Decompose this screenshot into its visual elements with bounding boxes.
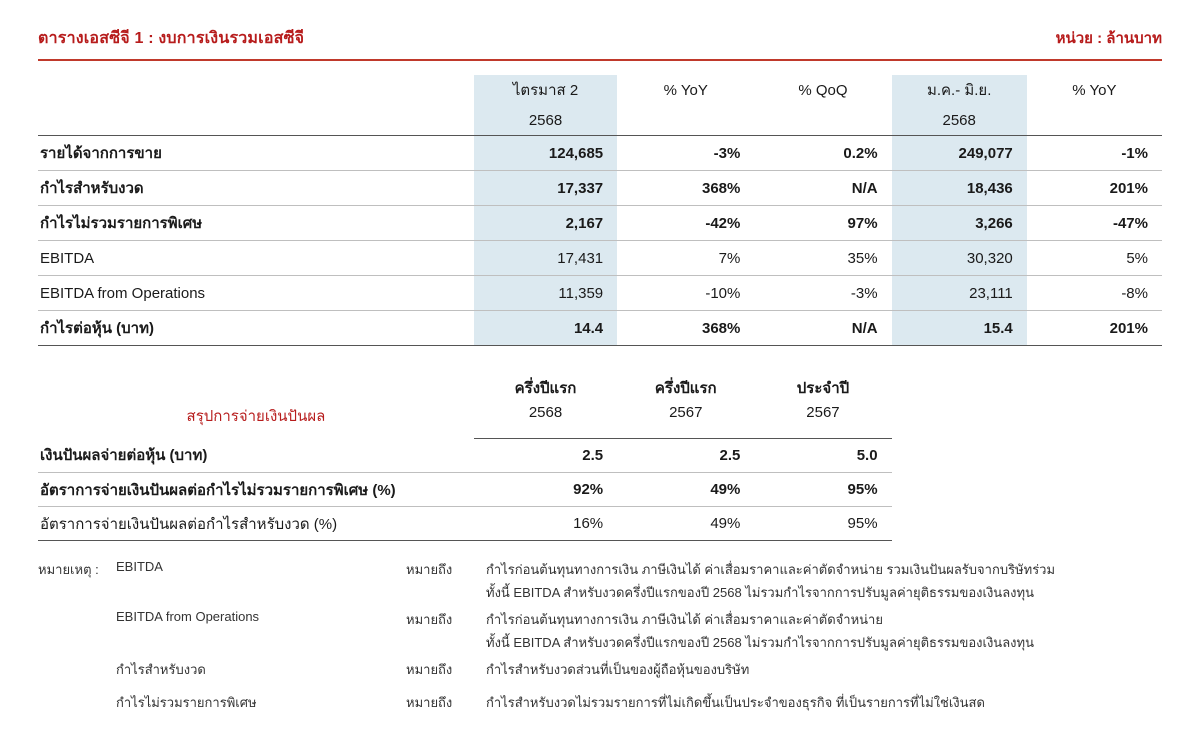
header-blank-year bbox=[38, 105, 474, 135]
note-definition: กำไรก่อนต้นทุนทางการเงิน ภาษีเงินได้ ค่าเสื่อมราคาและค่าตัดจำหน่าย รวมเงินปันผลรับจากบริษัทร่วม bbox=[486, 562, 1056, 577]
dividend-section bbox=[38, 372, 1162, 541]
row-label: อัตราการจ่ายเงินปันผลต่อกำไรไม่รวมรายการพิเศษ (%) bbox=[38, 473, 474, 507]
notes-section bbox=[38, 559, 1162, 713]
header-blank bbox=[38, 75, 474, 105]
cell-yoy-ytd: 5% bbox=[1027, 241, 1162, 276]
header-yoy-quarter-year bbox=[617, 105, 754, 135]
cell-yoy-quarter: -3% bbox=[617, 136, 754, 171]
header-yoy-quarter: % YoY bbox=[663, 81, 708, 99]
cell-qoq: N/A bbox=[754, 311, 891, 346]
notes-lead-label: หมายเหตุ : bbox=[38, 562, 99, 577]
header-yoy-ytd-year bbox=[1027, 105, 1162, 135]
dividend-header-h1-2568-year: 2568 bbox=[474, 402, 617, 439]
dividend-header-h1-2567-year: 2567 bbox=[617, 402, 754, 439]
table-row bbox=[38, 311, 1162, 346]
page-title: ตารางเอสซีจี 1 : งบการเงินรวมเอสซีจี bbox=[38, 30, 305, 47]
note-item bbox=[38, 559, 1162, 580]
cell-qoq: N/A bbox=[754, 171, 891, 206]
note-subtext bbox=[38, 632, 1162, 653]
cell-quarter: 14.4 bbox=[474, 311, 617, 346]
note-definition: กำไรสำหรับงวดส่วนที่เป็นของผู้ถือหุ้นของบริษัท bbox=[486, 662, 750, 677]
cell-ytd: 18,436 bbox=[892, 171, 1027, 206]
note-term: EBITDA from Operations bbox=[116, 609, 260, 624]
header-qoq-year bbox=[754, 105, 891, 135]
row-label: กำไรสำหรับงวด bbox=[38, 171, 474, 206]
cell-h1-2567: 2.5 bbox=[617, 439, 754, 473]
cell-h1-2568: 92% bbox=[474, 473, 617, 507]
row-label: EBITDA from Operations bbox=[38, 276, 474, 311]
dividend-title: สรุปการจ่ายเงินปันผล bbox=[186, 408, 326, 425]
cell-qoq: 0.2% bbox=[754, 136, 891, 171]
table-row bbox=[38, 206, 1162, 241]
table-row bbox=[38, 507, 1162, 541]
header-ytd-year: 2568 bbox=[892, 105, 1027, 135]
financial-summary-table bbox=[38, 75, 1162, 346]
cell-qoq: 97% bbox=[754, 206, 891, 241]
header-ytd: ม.ค.- มิ.ย. bbox=[892, 75, 1027, 105]
cell-yoy-quarter: 368% bbox=[617, 171, 754, 206]
cell-quarter: 11,359 bbox=[474, 276, 617, 311]
cell-yoy-ytd: -1% bbox=[1027, 136, 1162, 171]
table-row bbox=[38, 276, 1162, 311]
cell-fy-2567: 95% bbox=[754, 473, 891, 507]
note-definition: กำไรสำหรับงวดไม่รวมรายการที่ไม่เกิดขึ้นเป็นประจำของธุรกิจ ที่เป็นรายการที่ไม่ใช่เงินสด bbox=[486, 695, 985, 710]
cell-yoy-quarter: -42% bbox=[617, 206, 754, 241]
cell-quarter: 17,431 bbox=[474, 241, 617, 276]
dividend-header-h1-2567: ครึ่งปีแรก bbox=[654, 380, 717, 397]
cell-fy-2567: 5.0 bbox=[754, 439, 891, 473]
cell-ytd: 15.4 bbox=[892, 311, 1027, 346]
note-term: กำไรสำหรับงวด bbox=[116, 662, 206, 677]
dividend-header-fy-2567-year: 2567 bbox=[754, 402, 891, 439]
cell-quarter: 2,167 bbox=[474, 206, 617, 241]
cell-yoy-quarter: 368% bbox=[617, 311, 754, 346]
header-qoq: % QoQ bbox=[798, 81, 848, 99]
table-header-row-1 bbox=[38, 75, 1162, 105]
note-means-label: หมายถึง bbox=[406, 662, 453, 677]
table-header-row-2 bbox=[38, 105, 1162, 135]
cell-h1-2568: 16% bbox=[474, 507, 617, 541]
table-row bbox=[38, 171, 1162, 206]
row-label: EBITDA bbox=[38, 241, 474, 276]
note-means-label: หมายถึง bbox=[406, 695, 453, 710]
note-definition: กำไรก่อนต้นทุนทางการเงิน ภาษีเงินได้ ค่าเสื่อมราคาและค่าตัดจำหน่าย bbox=[486, 612, 883, 627]
row-label: อัตราการจ่ายเงินปันผลต่อกำไรสำหรับงวด (%) bbox=[38, 507, 474, 541]
dividend-table bbox=[38, 372, 1162, 541]
cell-ytd: 23,111 bbox=[892, 276, 1027, 311]
dividend-header-blank bbox=[38, 372, 474, 402]
header-yoy-ytd: % YoY bbox=[1072, 81, 1117, 99]
document-header bbox=[38, 0, 1162, 61]
note-means-label: หมายถึง bbox=[406, 562, 453, 577]
note-sub-text: ทั้งนี้ EBITDA สำหรับงวดครึ่งปีแรกของปี 2568 ไม่รวมกำไรจากการปรับมูลค่ายุติธรรมของเงินลงทุน bbox=[486, 635, 1034, 650]
header-quarter: ไตรมาส 2 bbox=[474, 75, 617, 105]
dividend-header-row-1 bbox=[38, 372, 1162, 402]
note-subtext bbox=[38, 582, 1162, 603]
cell-ytd: 249,077 bbox=[892, 136, 1027, 171]
note-item bbox=[38, 609, 1162, 630]
note-means-label: หมายถึง bbox=[406, 612, 453, 627]
row-label: เงินปันผลจ่ายต่อหุ้น (บาท) bbox=[38, 439, 474, 473]
row-label: กำไรต่อหุ้น (บาท) bbox=[38, 311, 474, 346]
row-label: รายได้จากการขาย bbox=[38, 136, 474, 171]
dividend-header-row-2 bbox=[38, 402, 1162, 439]
header-quarter-year: 2568 bbox=[474, 105, 617, 135]
dividend-header-fy-2567: ประจำปี bbox=[796, 380, 850, 397]
table-row bbox=[38, 473, 1162, 507]
cell-ytd: 30,320 bbox=[892, 241, 1027, 276]
cell-yoy-ytd: 201% bbox=[1027, 171, 1162, 206]
cell-yoy-quarter: -10% bbox=[617, 276, 754, 311]
table-row bbox=[38, 439, 1162, 473]
unit-label: หน่วย : ล้านบาท bbox=[1055, 30, 1162, 47]
cell-h1-2567: 49% bbox=[617, 473, 754, 507]
note-term: กำไรไม่รวมรายการพิเศษ bbox=[116, 695, 257, 710]
note-sub-text: ทั้งนี้ EBITDA สำหรับงวดครึ่งปีแรกของปี 2568 ไม่รวมกำไรจากการปรับมูลค่ายุติธรรมของเงินลงทุน bbox=[486, 585, 1034, 600]
dividend-header-h1-2568: ครึ่งปีแรก bbox=[514, 380, 577, 397]
table-row bbox=[38, 136, 1162, 171]
cell-fy-2567: 95% bbox=[754, 507, 891, 541]
cell-yoy-ytd: 201% bbox=[1027, 311, 1162, 346]
cell-yoy-ytd: -8% bbox=[1027, 276, 1162, 311]
cell-quarter: 17,337 bbox=[474, 171, 617, 206]
cell-h1-2568: 2.5 bbox=[474, 439, 617, 473]
note-term: EBITDA bbox=[116, 559, 163, 574]
note-item bbox=[38, 692, 1162, 713]
row-label: กำไรไม่รวมรายการพิเศษ bbox=[38, 206, 474, 241]
cell-yoy-quarter: 7% bbox=[617, 241, 754, 276]
note-item bbox=[38, 659, 1162, 680]
cell-qoq: -3% bbox=[754, 276, 891, 311]
cell-h1-2567: 49% bbox=[617, 507, 754, 541]
table-row bbox=[38, 241, 1162, 276]
cell-qoq: 35% bbox=[754, 241, 891, 276]
cell-yoy-ytd: -47% bbox=[1027, 206, 1162, 241]
cell-quarter: 124,685 bbox=[474, 136, 617, 171]
cell-ytd: 3,266 bbox=[892, 206, 1027, 241]
